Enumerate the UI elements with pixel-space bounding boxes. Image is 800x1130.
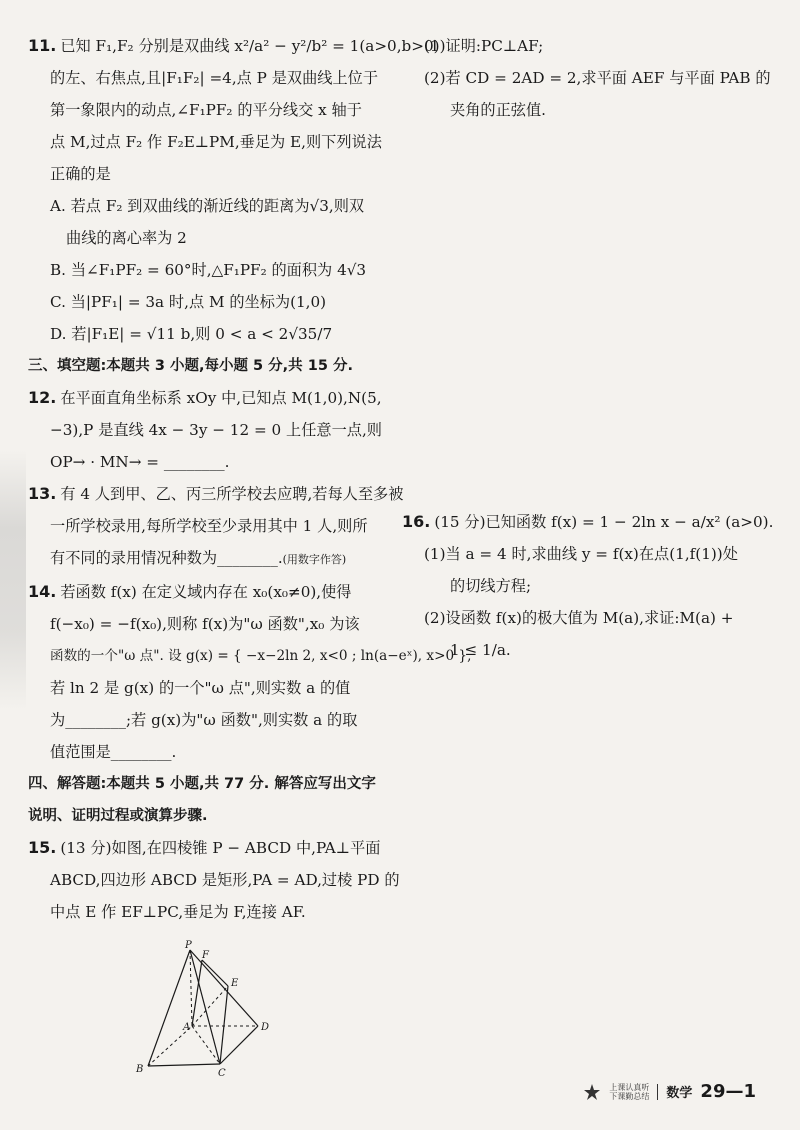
q13-number: 13. bbox=[28, 484, 57, 503]
q14-line-5: 为________;若 g(x)为"ω 函数",则实数 a 的取 bbox=[50, 711, 358, 729]
q11-option-a: A. 若点 F₂ 到双曲线的渐近线的距离为√3,则双 bbox=[50, 197, 365, 215]
q15-line-3: 中点 E 作 EF⊥PC,垂足为 F,连接 AF. bbox=[50, 903, 306, 921]
q15-part-2: (2)若 CD = 2AD = 2,求平面 AEF 与平面 PAB 的 bbox=[424, 69, 771, 87]
q12-line-3: OP→ · MN→ = ________. bbox=[50, 453, 230, 471]
q13-text-3: 有不同的录用情况种数为________. bbox=[50, 549, 283, 567]
q15-line-2: ABCD,四边形 ABCD 是矩形,PA = AD,过棱 PD 的 bbox=[50, 871, 400, 889]
q11-number: 11. bbox=[28, 36, 57, 55]
q13-line-2: 一所学校录用,每所学校至少录用其中 1 人,则所 bbox=[50, 517, 368, 535]
label-p: P bbox=[185, 940, 192, 951]
q14-line-4: 若 ln 2 是 g(x) 的一个"ω 点",则实数 a 的值 bbox=[50, 679, 351, 697]
q14-line-1 bbox=[28, 576, 388, 608]
label-f: F bbox=[202, 950, 209, 961]
q14-text-1: 若函数 f(x) 在定义域内存在 x₀(x₀≠0),使得 bbox=[60, 583, 352, 601]
label-e: E bbox=[231, 978, 239, 989]
footer-logo-line-1: 上课认真听 bbox=[609, 1082, 650, 1092]
q12-line-1 bbox=[28, 382, 388, 414]
q11-line-2: 的左、右焦点,且|F₁F₂| =4,点 P 是双曲线上位于 bbox=[50, 69, 379, 87]
q14-line-6: 值范围是________. bbox=[50, 743, 177, 761]
q12-number: 12. bbox=[28, 388, 57, 407]
footer-subject: 数学 bbox=[666, 1086, 693, 1101]
q11-line-4: 点 M,过点 F₂ 作 F₂E⊥PM,垂足为 E,则下列说法 bbox=[50, 133, 382, 151]
q14-line-2: f(−x₀) = −f(x₀),则称 f(x)为"ω 函数",x₀ 为该 bbox=[50, 615, 360, 633]
q11-text-1: 已知 F₁,F₂ 分别是双曲线 x²/a² − y²/b² = 1(a>0,b>0) bbox=[60, 37, 440, 55]
star-logo-icon bbox=[583, 1083, 601, 1101]
q14-line-3: 函数的一个"ω 点". 设 g(x) = { −x−2ln 2, x<0 ; ln(a−eˣ), x>0 }, bbox=[50, 648, 472, 664]
q16-text-1: (15 分)已知函数 f(x) = 1 − 2ln x − a/x² (a>0). bbox=[434, 513, 774, 531]
right-column bbox=[402, 30, 774, 666]
section-4-heading-2: 说明、证明过程或演算步骤. bbox=[28, 808, 208, 824]
scan-smudge bbox=[0, 450, 26, 710]
footer-divider bbox=[657, 1084, 658, 1100]
section-3-heading: 三、填空题:本题共 3 小题,每小题 5 分,共 15 分. bbox=[28, 358, 353, 374]
footer-logo-text bbox=[609, 1083, 649, 1101]
q14-number: 14. bbox=[28, 582, 57, 601]
q11-line-5: 正确的是 bbox=[50, 165, 111, 183]
q15-line-1 bbox=[28, 832, 388, 864]
q11-option-a-cont: 曲线的离心率为 2 bbox=[66, 229, 187, 247]
footer-logo-line-2: 下课勤总结 bbox=[609, 1091, 650, 1101]
q16-part-1-cont: 的切线方程; bbox=[450, 577, 532, 595]
label-a: A bbox=[183, 1022, 191, 1033]
q12-text-1: 在平面直角坐标系 xOy 中,已知点 M(1,0),N(5, bbox=[60, 389, 382, 407]
label-b: B bbox=[136, 1064, 144, 1075]
q11-option-c: C. 当|PF₁| = 3a 时,点 M 的坐标为(1,0) bbox=[50, 293, 327, 311]
q13-text-1: 有 4 人到甲、乙、丙三所学校去应聘,若每人至多被 bbox=[60, 485, 404, 503]
q11-line-1 bbox=[28, 30, 440, 62]
page-number: 29—1 bbox=[700, 1081, 756, 1102]
q12-line-2: −3),P 是直线 4x − 3y − 12 = 0 上任意一点,则 bbox=[50, 421, 382, 439]
q15-part-1: (1)证明:PC⊥AF; bbox=[424, 37, 544, 55]
q15-text-1: (13 分)如图,在四棱锥 P − ABCD 中,PA⊥平面 bbox=[60, 839, 381, 857]
section-4-heading-1: 四、解答题:本题共 5 小题,共 77 分. 解答应写出文字 bbox=[28, 776, 376, 792]
q11-option-d: D. 若|F₁E| = √11 b,则 0 < a < 2√35/7 bbox=[50, 325, 333, 343]
q16-part-2-cont: 1 ≤ 1/a. bbox=[450, 641, 511, 659]
q11-line-3: 第一象限内的动点,∠F₁PF₂ 的平分线交 x 轴于 bbox=[50, 101, 362, 119]
pyramid-figure bbox=[130, 938, 290, 1078]
q13-note: (用数字作答) bbox=[282, 553, 347, 566]
q16-line-1 bbox=[402, 506, 774, 538]
page-footer bbox=[583, 1081, 756, 1102]
q11-option-b: B. 当∠F₁PF₂ = 60°时,△F₁PF₂ 的面积为 4√3 bbox=[50, 261, 367, 279]
answer-space bbox=[402, 126, 774, 506]
q16-part-1: (1)当 a = 4 时,求曲线 y = f(x)在点(1,f(1))处 bbox=[424, 545, 738, 563]
q13-line-1 bbox=[28, 478, 404, 510]
q15-number: 15. bbox=[28, 838, 57, 857]
label-c: C bbox=[218, 1068, 226, 1078]
q15-part-2-cont: 夹角的正弦值. bbox=[450, 101, 546, 119]
q16-number: 16. bbox=[402, 512, 431, 531]
q16-part-2: (2)设函数 f(x)的极大值为 M(a),求证:M(a) + bbox=[424, 609, 734, 627]
q13-line-3 bbox=[28, 542, 388, 576]
label-d: D bbox=[261, 1022, 270, 1033]
